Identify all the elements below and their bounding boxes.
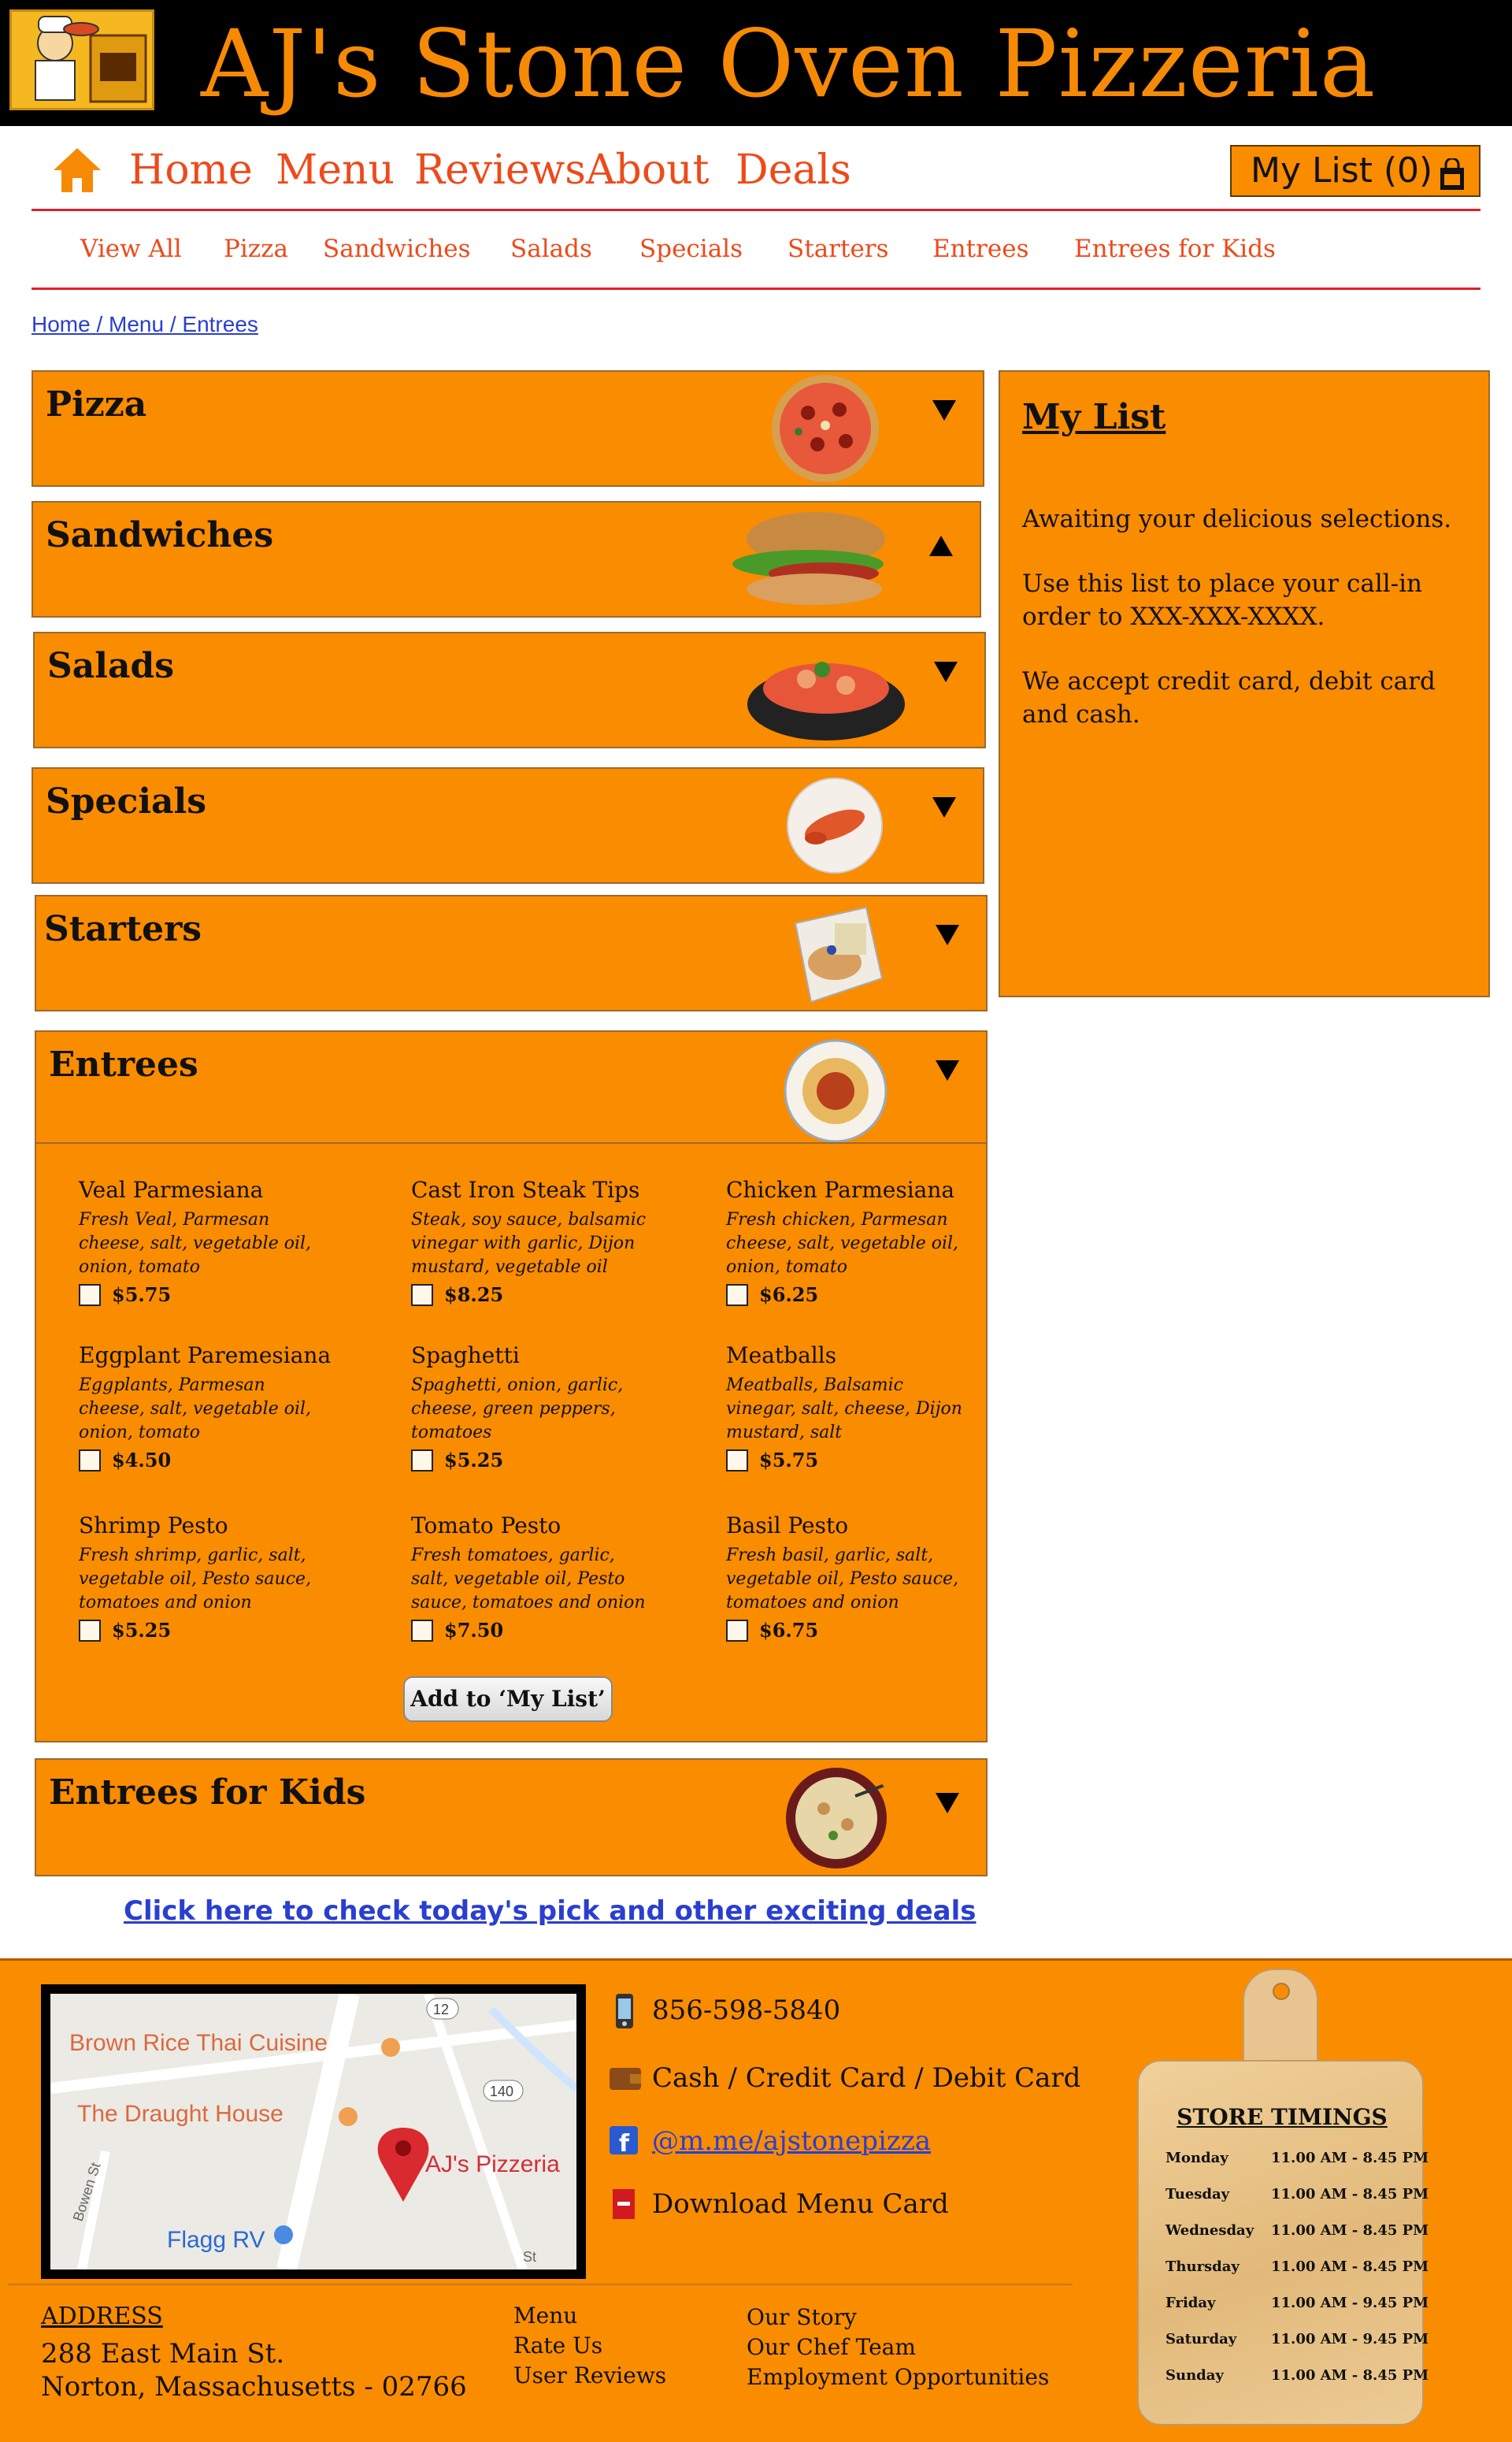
timing-hours: 11.00 AM - 9.45 PM xyxy=(1271,2295,1429,2311)
item-name: Basil Pesto xyxy=(726,1512,849,1538)
lobster-image xyxy=(786,777,884,874)
map-label: Brown Rice Thai Cuisine xyxy=(69,2030,328,2056)
subnav-entrees-for-kids[interactable]: Entrees for Kids xyxy=(1074,235,1276,263)
item-price: $6.25 xyxy=(759,1283,819,1306)
item-description: Eggplants, Parmesan cheese, salt, vegetable oil, onion, tomato xyxy=(79,1375,312,1442)
category-title: Sandwiches xyxy=(46,515,274,555)
chevron-down-icon[interactable] xyxy=(934,662,958,682)
chevron-down-icon[interactable] xyxy=(936,1060,959,1081)
store-timings-title: STORE TIMINGS xyxy=(1177,2104,1388,2130)
timing-hours: 11.00 AM - 8.45 PM xyxy=(1271,2150,1429,2166)
my-list-status: Awaiting your delicious selections. xyxy=(1022,505,1452,533)
timing-day: Sunday xyxy=(1166,2367,1224,2384)
board-body xyxy=(1137,2060,1429,2425)
timing-row xyxy=(1166,2186,1429,2210)
site-title: AJ's Stone Oven Pizzeria xyxy=(201,9,1377,118)
timing-row xyxy=(1166,2331,1429,2355)
nav-about[interactable]: About xyxy=(586,147,710,194)
timing-hours: 11.00 AM - 8.45 PM xyxy=(1271,2258,1429,2275)
footer-divider xyxy=(8,2284,1073,2285)
map-label: 12 xyxy=(433,2002,450,2017)
item-price: $5.25 xyxy=(444,1449,504,1472)
chevron-up-icon[interactable] xyxy=(929,536,953,556)
spaghetti-image xyxy=(783,1038,888,1144)
my-list-button[interactable] xyxy=(1230,145,1480,197)
breadcrumb[interactable]: Home / Menu / Entrees xyxy=(32,312,258,336)
subnav-pizza[interactable]: Pizza xyxy=(224,235,288,263)
location-map[interactable] xyxy=(41,1984,586,2279)
svg-text:f: f xyxy=(619,2130,630,2156)
subnav-sandwiches[interactable]: Sandwiches xyxy=(323,235,471,263)
item-checkbox[interactable] xyxy=(726,1620,748,1642)
deals-link[interactable]: Click here to check today's pick and other exciting deals xyxy=(124,1895,976,1927)
item-name: Chicken Parmesiana xyxy=(726,1177,955,1203)
menu-item xyxy=(411,1177,695,1308)
item-description: Steak, soy sauce, balsamic vinegar with garlic, Dijon mustard, vegetable oil xyxy=(411,1210,647,1277)
nav-reviews[interactable]: Reviews xyxy=(414,147,586,194)
main-nav xyxy=(32,135,1480,211)
sandwich-image xyxy=(729,507,887,610)
menu-item xyxy=(79,1177,362,1308)
footer-link-user-reviews[interactable]: User Reviews xyxy=(513,2362,667,2388)
item-description: Fresh Veal, Parmesan cheese, salt, vegetable oil, onion, tomato xyxy=(79,1210,312,1277)
nav-menu[interactable]: Menu xyxy=(276,147,395,194)
timing-hours: 11.00 AM - 9.45 PM xyxy=(1271,2331,1429,2347)
category-title: Entrees xyxy=(49,1045,198,1085)
chef-logo-icon[interactable] xyxy=(9,9,154,110)
category-specials[interactable] xyxy=(32,767,984,884)
category-entrees-for-kids[interactable] xyxy=(35,1758,988,1876)
address-line: Norton, Massachusetts - 02766 xyxy=(41,2371,467,2403)
board-hole xyxy=(1273,1983,1290,2000)
my-list-panel xyxy=(999,370,1490,997)
item-name: Shrimp Pesto xyxy=(79,1512,228,1538)
pizza-image xyxy=(770,373,880,484)
item-checkbox[interactable] xyxy=(411,1284,433,1306)
facebook-link[interactable]: @m.me/ajstonepizza xyxy=(652,2125,932,2157)
category-salads[interactable] xyxy=(33,632,986,748)
timing-day: Friday xyxy=(1166,2295,1216,2311)
item-price: $7.50 xyxy=(444,1619,504,1642)
item-name: Veal Parmesiana xyxy=(79,1177,264,1203)
timing-row xyxy=(1166,2367,1429,2391)
subnav-specials[interactable]: Specials xyxy=(639,235,743,263)
map-label: Bowen St xyxy=(69,2160,104,2224)
subnav-starters[interactable]: Starters xyxy=(788,235,889,263)
category-title: Starters xyxy=(44,909,202,949)
menu-item xyxy=(726,1177,1010,1308)
footer-link-rate-us[interactable]: Rate Us xyxy=(513,2333,603,2358)
item-description: Meatballs, Balsamic vinegar, salt, cheese, Dijon mustard, salt xyxy=(726,1375,962,1442)
store-timings-board xyxy=(1137,1969,1429,2425)
my-list-title: My List xyxy=(1022,397,1166,437)
menu-item xyxy=(726,1342,1010,1473)
timing-row xyxy=(1166,2258,1429,2282)
payment-methods: Cash / Credit Card / Debit Card xyxy=(652,2062,1081,2094)
entrees-panel xyxy=(35,1142,988,1742)
item-name: Tomato Pesto xyxy=(411,1512,561,1538)
item-checkbox[interactable] xyxy=(726,1284,748,1306)
footer-link-employment[interactable]: Employment Opportunities xyxy=(747,2364,1050,2390)
chevron-down-icon[interactable] xyxy=(936,1793,959,1813)
kids-entree-image xyxy=(784,1765,895,1872)
footer-link-menu[interactable]: Menu xyxy=(513,2303,578,2329)
item-price: $6.75 xyxy=(759,1619,819,1642)
board-handle xyxy=(1243,1969,1318,2071)
item-checkbox[interactable] xyxy=(411,1449,433,1472)
subnav-salads[interactable]: Salads xyxy=(510,235,592,263)
add-to-my-list-button[interactable]: Add to ‘My List’ xyxy=(403,1676,613,1722)
chevron-down-icon[interactable] xyxy=(932,797,956,818)
category-title: Entrees for Kids xyxy=(49,1772,366,1813)
item-checkbox[interactable] xyxy=(411,1620,433,1642)
map-label: The Draught House xyxy=(77,2101,284,2127)
category-entrees[interactable] xyxy=(35,1030,988,1147)
shopping-bag-icon xyxy=(1438,156,1466,189)
chevron-down-icon[interactable] xyxy=(932,400,956,421)
timing-hours: 11.00 AM - 8.45 PM xyxy=(1271,2367,1429,2384)
phone-number[interactable]: 856-598-5840 xyxy=(652,1995,841,2026)
timing-row xyxy=(1166,2150,1429,2173)
category-title: Specials xyxy=(46,781,207,822)
item-checkbox[interactable] xyxy=(726,1449,748,1472)
map-label: Flagg RV xyxy=(167,2227,265,2253)
address-line: 288 East Main St. xyxy=(41,2338,285,2370)
item-price: $8.25 xyxy=(444,1283,504,1306)
nav-home[interactable]: Home xyxy=(129,147,253,194)
category-sandwiches[interactable] xyxy=(32,501,981,618)
timing-day: Thursday xyxy=(1166,2258,1240,2275)
item-description: Fresh shrimp, garlic, salt, vegetable oil, Pesto sauce, tomatoes and onion xyxy=(79,1546,312,1613)
wallet-icon xyxy=(608,2062,639,2095)
timing-day: Saturday xyxy=(1166,2331,1237,2347)
my-list-instructions: Use this list to place your call-in order to XXX-XXX-XXXX. xyxy=(1022,570,1423,631)
category-title: Salads xyxy=(47,646,175,686)
subnav-view-all[interactable]: View All xyxy=(80,235,182,263)
item-description: Fresh tomatoes, garlic, salt, vegetable oil, Pesto sauce, tomatoes and onion xyxy=(411,1546,646,1613)
starters-image xyxy=(780,900,890,1007)
site-footer xyxy=(0,1958,1512,2442)
item-description: Fresh basil, garlic, salt, vegetable oil, Pesto sauce, tomatoes and onion xyxy=(726,1546,959,1613)
download-menu-link[interactable]: Download Menu Card xyxy=(652,2188,949,2220)
item-description: Spaghetti, onion, garlic, cheese, green peppers, tomatoes xyxy=(411,1375,624,1442)
category-title: Pizza xyxy=(46,384,147,425)
facebook-icon[interactable] xyxy=(608,2125,639,2158)
subnav-entrees[interactable]: Entrees xyxy=(932,235,1029,263)
menu-item xyxy=(79,1512,362,1643)
chevron-down-icon[interactable] xyxy=(936,925,959,945)
item-description: Fresh chicken, Parmesan cheese, salt, vegetable oil, onion, tomato xyxy=(726,1210,959,1277)
item-name: Meatballs xyxy=(726,1342,837,1368)
map-label: St xyxy=(523,2249,537,2265)
pdf-icon[interactable] xyxy=(608,2188,639,2221)
menu-item xyxy=(726,1512,1010,1643)
map-label: 140 xyxy=(490,2084,514,2099)
item-price: $5.75 xyxy=(112,1283,172,1306)
timing-hours: 11.00 AM - 8.45 PM xyxy=(1271,2186,1429,2203)
nav-deals[interactable]: Deals xyxy=(736,147,851,194)
item-checkbox[interactable] xyxy=(79,1449,101,1472)
item-name: Eggplant Paremesiana xyxy=(79,1342,332,1368)
address-label: ADDRESS xyxy=(41,2303,163,2330)
item-price: $5.25 xyxy=(112,1619,172,1642)
category-nav xyxy=(32,214,1480,290)
map-label: AJ's Pizzeria xyxy=(425,2151,560,2177)
footer-link-our-story[interactable]: Our Story xyxy=(747,2304,857,2330)
category-pizza[interactable] xyxy=(32,370,984,487)
item-checkbox[interactable] xyxy=(79,1284,101,1306)
timing-day: Tuesday xyxy=(1166,2186,1230,2203)
item-price: $4.50 xyxy=(112,1449,172,1472)
item-price: $5.75 xyxy=(759,1449,819,1472)
timing-row xyxy=(1166,2295,1429,2318)
timing-day: Monday xyxy=(1166,2150,1228,2166)
category-starters[interactable] xyxy=(35,895,988,1011)
salad-image xyxy=(743,638,909,745)
timing-hours: 11.00 AM - 8.45 PM xyxy=(1271,2222,1429,2239)
menu-item xyxy=(411,1512,695,1643)
site-header xyxy=(0,0,1512,126)
my-list-label: My List (0) xyxy=(1251,150,1433,191)
phone-icon xyxy=(608,1994,639,2027)
item-name: Spaghetti xyxy=(411,1342,520,1368)
item-checkbox[interactable] xyxy=(79,1620,101,1642)
item-name: Cast Iron Steak Tips xyxy=(411,1177,640,1203)
menu-item xyxy=(79,1342,362,1473)
timing-row xyxy=(1166,2222,1429,2246)
timing-day: Wednesday xyxy=(1166,2222,1254,2239)
my-list-payment-note: We accept credit card, debit card and cash. xyxy=(1022,667,1436,729)
menu-item xyxy=(411,1342,695,1473)
footer-link-chef-team[interactable]: Our Chef Team xyxy=(747,2334,916,2360)
home-icon[interactable] xyxy=(52,147,102,194)
